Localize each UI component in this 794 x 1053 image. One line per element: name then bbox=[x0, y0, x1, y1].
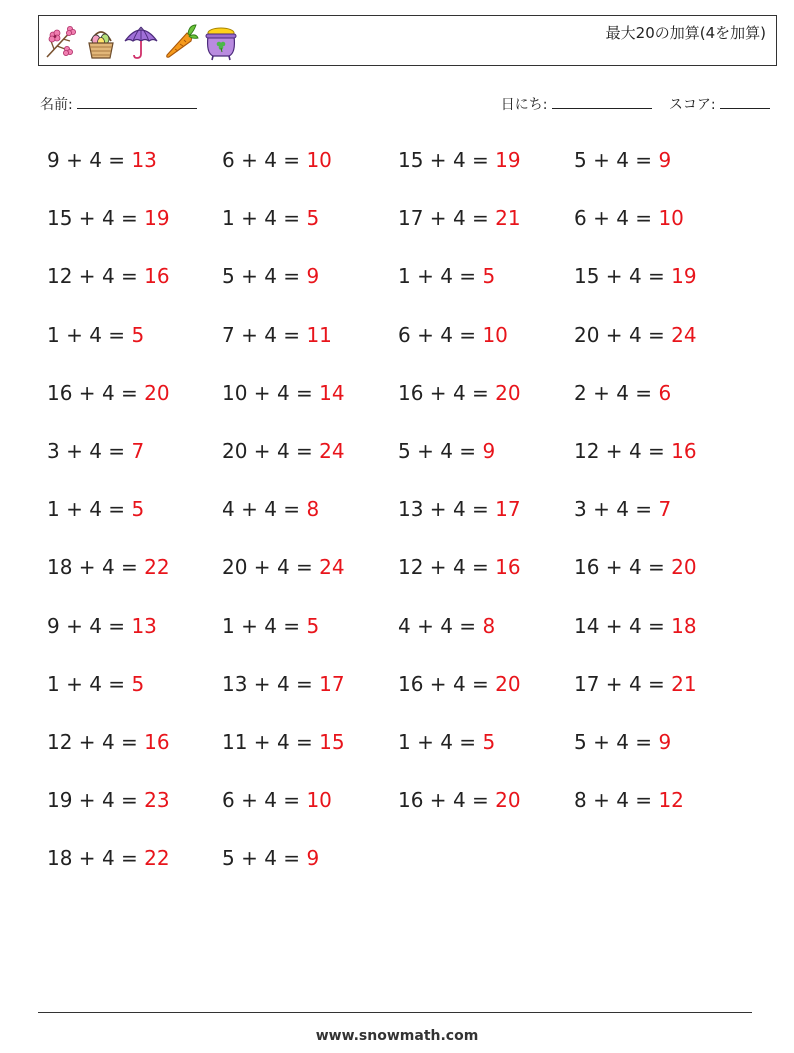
problem-item: 16 + 4 = 20 bbox=[398, 671, 521, 696]
addend-a: 19 bbox=[47, 788, 73, 813]
problem-item: 14 + 4 = 18 bbox=[574, 613, 697, 638]
addend-a: 8 bbox=[574, 788, 587, 813]
problem-item: 6 + 4 = 10 bbox=[222, 148, 332, 172]
addend-b: 4 bbox=[440, 729, 453, 754]
problem-grid bbox=[47, 145, 767, 901]
answer: 14 bbox=[319, 380, 345, 405]
problem-item: 16 + 4 = 20 bbox=[398, 380, 521, 405]
answer: 18 bbox=[671, 613, 697, 638]
problem-item: 17 + 4 = 21 bbox=[398, 206, 521, 231]
addend-b: 4 bbox=[452, 206, 466, 231]
addend-b: 4 bbox=[440, 613, 453, 638]
problem-item: 18 + 4 = 22 bbox=[47, 555, 170, 580]
problem-item: 16 + 4 = 20 bbox=[47, 380, 170, 405]
answer: 16 bbox=[495, 555, 521, 580]
addend-a: 14 bbox=[574, 613, 600, 638]
answer: 20 bbox=[495, 788, 521, 813]
addend-a: 11 bbox=[222, 729, 248, 754]
answer: 9 bbox=[306, 846, 320, 871]
name-field bbox=[40, 94, 197, 114]
answer: 5 bbox=[131, 322, 145, 347]
addend-a: 18 bbox=[47, 846, 73, 871]
addend-a: 17 bbox=[398, 206, 424, 231]
addend-b: 4 bbox=[264, 148, 277, 172]
addend-a: 6 bbox=[222, 788, 235, 813]
addend-a: 15 bbox=[47, 206, 73, 231]
addend-b: 4 bbox=[276, 671, 290, 696]
addend-a: 6 bbox=[398, 322, 411, 347]
problem-item: 17 + 4 = 21 bbox=[574, 671, 697, 696]
addend-a: 5 bbox=[222, 264, 235, 289]
problem-item: 13 + 4 = 17 bbox=[222, 671, 345, 696]
addend-b: 4 bbox=[628, 671, 642, 696]
addend-b: 4 bbox=[616, 148, 629, 172]
answer: 22 bbox=[144, 846, 170, 871]
problem-item: 1 + 4 = 5 bbox=[398, 729, 496, 754]
addend-a: 1 bbox=[222, 613, 235, 638]
umbrella-icon bbox=[123, 21, 159, 61]
addend-a: 5 bbox=[574, 148, 587, 172]
problem-item: 6 + 4 = 10 bbox=[398, 322, 508, 347]
answer: 5 bbox=[131, 497, 145, 522]
addend-a: 20 bbox=[574, 322, 600, 347]
answer: 20 bbox=[671, 555, 697, 580]
problem-item: 16 + 4 = 20 bbox=[398, 788, 521, 813]
addend-a: 7 bbox=[222, 322, 235, 347]
easter-basket-icon bbox=[83, 21, 119, 61]
addend-b: 4 bbox=[101, 729, 115, 754]
answer: 13 bbox=[131, 613, 157, 638]
problem-item: 1 + 4 = 5 bbox=[47, 322, 145, 347]
answer: 24 bbox=[671, 322, 697, 347]
date-label: 日にち: bbox=[500, 97, 548, 113]
addend-b: 4 bbox=[264, 322, 277, 347]
answer: 5 bbox=[306, 206, 320, 231]
problem-item: 1 + 4 = 5 bbox=[222, 206, 320, 231]
addend-a: 3 bbox=[574, 497, 587, 522]
answer: 22 bbox=[144, 555, 170, 580]
addend-b: 4 bbox=[101, 206, 115, 231]
addend-a: 16 bbox=[398, 380, 424, 405]
addend-a: 16 bbox=[398, 788, 424, 813]
addend-b: 4 bbox=[616, 788, 629, 813]
addend-a: 4 bbox=[398, 613, 411, 638]
answer: 13 bbox=[131, 148, 157, 172]
addend-a: 13 bbox=[222, 671, 248, 696]
problem-item: 12 + 4 = 16 bbox=[574, 438, 697, 463]
answer: 10 bbox=[306, 788, 332, 813]
answer: 16 bbox=[144, 729, 170, 754]
addend-b: 4 bbox=[101, 264, 115, 289]
problem-item: 11 + 4 = 15 bbox=[222, 729, 345, 754]
addend-a: 17 bbox=[574, 671, 600, 696]
addend-a: 12 bbox=[47, 264, 73, 289]
problem-item: 8 + 4 = 12 bbox=[574, 788, 684, 813]
addend-b: 4 bbox=[452, 671, 466, 696]
problem-item: 1 + 4 = 5 bbox=[47, 671, 145, 696]
problem-item: 12 + 4 = 16 bbox=[47, 264, 170, 289]
problem-item: 5 + 4 = 9 bbox=[398, 438, 496, 463]
addend-a: 16 bbox=[398, 671, 424, 696]
answer: 21 bbox=[671, 671, 697, 696]
addend-a: 1 bbox=[222, 206, 235, 231]
answer: 15 bbox=[319, 729, 345, 754]
answer: 9 bbox=[658, 148, 672, 172]
addend-b: 4 bbox=[89, 148, 102, 172]
addend-b: 4 bbox=[264, 264, 277, 289]
problem-item: 3 + 4 = 7 bbox=[47, 438, 145, 463]
addend-a: 20 bbox=[222, 555, 248, 580]
addend-b: 4 bbox=[101, 846, 115, 871]
addend-b: 4 bbox=[101, 788, 115, 813]
answer: 9 bbox=[658, 729, 672, 754]
score-label: スコア: bbox=[668, 97, 716, 113]
addend-a: 1 bbox=[47, 671, 60, 696]
addend-b: 4 bbox=[276, 555, 290, 580]
problem-item: 6 + 4 = 10 bbox=[222, 788, 332, 813]
problem-item: 3 + 4 = 7 bbox=[574, 497, 672, 522]
addend-b: 4 bbox=[628, 438, 642, 463]
problem-item: 15 + 4 = 19 bbox=[47, 206, 170, 231]
addend-a: 2 bbox=[574, 380, 587, 405]
addend-b: 4 bbox=[452, 555, 466, 580]
answer: 9 bbox=[306, 264, 320, 289]
problem-item: 19 + 4 = 23 bbox=[47, 788, 170, 813]
addend-a: 5 bbox=[398, 438, 411, 463]
answer: 20 bbox=[144, 380, 170, 405]
addend-b: 4 bbox=[452, 788, 466, 813]
addend-b: 4 bbox=[452, 497, 466, 522]
problem-item: 5 + 4 = 9 bbox=[574, 148, 672, 172]
answer: 21 bbox=[495, 206, 521, 231]
addend-b: 4 bbox=[264, 846, 277, 871]
answer: 12 bbox=[658, 788, 684, 813]
addend-b: 4 bbox=[264, 497, 277, 522]
answer: 8 bbox=[482, 613, 496, 638]
problem-item: 4 + 4 = 8 bbox=[398, 613, 496, 638]
answer: 20 bbox=[495, 380, 521, 405]
addend-b: 4 bbox=[276, 438, 290, 463]
addend-b: 4 bbox=[89, 497, 102, 522]
footer-divider bbox=[38, 1012, 752, 1013]
pot-of-gold-icon bbox=[203, 21, 239, 61]
addend-a: 9 bbox=[47, 148, 60, 172]
addend-a: 1 bbox=[398, 264, 411, 289]
answer: 10 bbox=[306, 148, 332, 172]
addend-a: 12 bbox=[398, 555, 424, 580]
answer: 7 bbox=[658, 497, 672, 522]
problem-item: 20 + 4 = 24 bbox=[574, 322, 697, 347]
problem-item: 13 + 4 = 17 bbox=[398, 497, 521, 522]
problem-item: 12 + 4 = 16 bbox=[398, 555, 521, 580]
answer: 5 bbox=[306, 613, 320, 638]
problem-item: 16 + 4 = 20 bbox=[574, 555, 697, 580]
addend-a: 4 bbox=[222, 497, 235, 522]
problem-item: 7 + 4 = 11 bbox=[222, 322, 332, 347]
addend-b: 4 bbox=[628, 264, 642, 289]
answer: 16 bbox=[671, 438, 697, 463]
addend-a: 1 bbox=[47, 497, 60, 522]
addend-a: 20 bbox=[222, 438, 248, 463]
problem-item: 1 + 4 = 5 bbox=[47, 497, 145, 522]
answer: 19 bbox=[144, 206, 170, 231]
addend-a: 16 bbox=[47, 380, 73, 405]
addend-a: 1 bbox=[47, 322, 60, 347]
addend-a: 5 bbox=[222, 846, 235, 871]
problem-item: 1 + 4 = 5 bbox=[398, 264, 496, 289]
problem-item: 18 + 4 = 22 bbox=[47, 846, 170, 871]
addend-a: 1 bbox=[398, 729, 411, 754]
addend-b: 4 bbox=[101, 380, 115, 405]
answer: 7 bbox=[131, 438, 145, 463]
addend-b: 4 bbox=[452, 148, 466, 172]
answer: 10 bbox=[482, 322, 508, 347]
date-blank bbox=[552, 94, 652, 109]
worksheet-header bbox=[38, 15, 777, 66]
answer: 5 bbox=[482, 729, 496, 754]
problem-item: 5 + 4 = 9 bbox=[574, 729, 672, 754]
addend-a: 6 bbox=[222, 148, 235, 172]
addend-b: 4 bbox=[89, 322, 102, 347]
problem-item: 9 + 4 = 13 bbox=[47, 148, 157, 172]
addend-b: 4 bbox=[89, 613, 102, 638]
answer: 16 bbox=[144, 264, 170, 289]
problem-item: 12 + 4 = 16 bbox=[47, 729, 170, 754]
answer: 24 bbox=[319, 438, 345, 463]
addend-b: 4 bbox=[276, 729, 290, 754]
problem-item: 15 + 4 = 19 bbox=[574, 264, 697, 289]
addend-a: 15 bbox=[398, 148, 424, 172]
answer: 17 bbox=[319, 671, 345, 696]
problem-item: 4 + 4 = 8 bbox=[222, 497, 320, 522]
problem-item: 9 + 4 = 13 bbox=[47, 613, 157, 638]
addend-a: 13 bbox=[398, 497, 424, 522]
answer: 23 bbox=[144, 788, 170, 813]
answer: 5 bbox=[131, 671, 145, 696]
addend-b: 4 bbox=[264, 206, 277, 231]
addend-a: 18 bbox=[47, 555, 73, 580]
addend-b: 4 bbox=[452, 380, 466, 405]
addend-b: 4 bbox=[440, 264, 453, 289]
answer: 24 bbox=[319, 555, 345, 580]
problem-item: 5 + 4 = 9 bbox=[222, 846, 320, 871]
date-score-fields bbox=[501, 94, 770, 114]
addend-b: 4 bbox=[628, 555, 642, 580]
addend-a: 6 bbox=[574, 206, 587, 231]
addend-b: 4 bbox=[616, 380, 629, 405]
problem-item: 2 + 4 = 6 bbox=[574, 380, 672, 405]
problem-item: 10 + 4 = 14 bbox=[222, 380, 345, 405]
addend-a: 9 bbox=[47, 613, 60, 638]
score-blank bbox=[720, 94, 770, 109]
addend-a: 5 bbox=[574, 729, 587, 754]
problem-item: 6 + 4 = 10 bbox=[574, 206, 684, 231]
answer: 19 bbox=[671, 264, 697, 289]
addend-b: 4 bbox=[440, 438, 453, 463]
problem-item: 5 + 4 = 9 bbox=[222, 264, 320, 289]
addend-b: 4 bbox=[276, 380, 290, 405]
problem-item: 20 + 4 = 24 bbox=[222, 555, 345, 580]
name-label: 名前: bbox=[40, 97, 73, 113]
flower-branch-icon bbox=[43, 21, 79, 61]
name-blank bbox=[77, 94, 197, 109]
addend-b: 4 bbox=[628, 613, 642, 638]
answer: 17 bbox=[495, 497, 521, 522]
answer: 20 bbox=[495, 671, 521, 696]
addend-a: 16 bbox=[574, 555, 600, 580]
addend-b: 4 bbox=[89, 438, 102, 463]
answer: 5 bbox=[482, 264, 496, 289]
answer: 10 bbox=[658, 206, 684, 231]
addend-b: 4 bbox=[264, 788, 277, 813]
addend-a: 10 bbox=[222, 380, 248, 405]
addend-a: 12 bbox=[47, 729, 73, 754]
addend-b: 4 bbox=[628, 322, 642, 347]
footer-url: www.snowmath.com bbox=[315, 1028, 479, 1044]
problem-item: 1 + 4 = 5 bbox=[222, 613, 320, 638]
answer: 9 bbox=[482, 438, 496, 463]
addend-b: 4 bbox=[264, 613, 277, 638]
answer: 11 bbox=[306, 322, 332, 347]
addend-b: 4 bbox=[616, 206, 629, 231]
header-icons bbox=[43, 21, 239, 61]
addend-a: 12 bbox=[574, 438, 600, 463]
problem-item: 20 + 4 = 24 bbox=[222, 438, 345, 463]
addend-b: 4 bbox=[440, 322, 453, 347]
addend-b: 4 bbox=[616, 729, 629, 754]
worksheet-title: 最大20の加算(4を加算) bbox=[605, 24, 766, 42]
addend-b: 4 bbox=[616, 497, 629, 522]
answer: 6 bbox=[658, 380, 672, 405]
answer: 19 bbox=[495, 148, 521, 172]
addend-b: 4 bbox=[101, 555, 115, 580]
addend-a: 3 bbox=[47, 438, 60, 463]
problem-item: 15 + 4 = 19 bbox=[398, 148, 521, 172]
carrot-icon bbox=[163, 21, 199, 61]
addend-a: 15 bbox=[574, 264, 600, 289]
addend-b: 4 bbox=[89, 671, 102, 696]
answer: 8 bbox=[306, 497, 320, 522]
